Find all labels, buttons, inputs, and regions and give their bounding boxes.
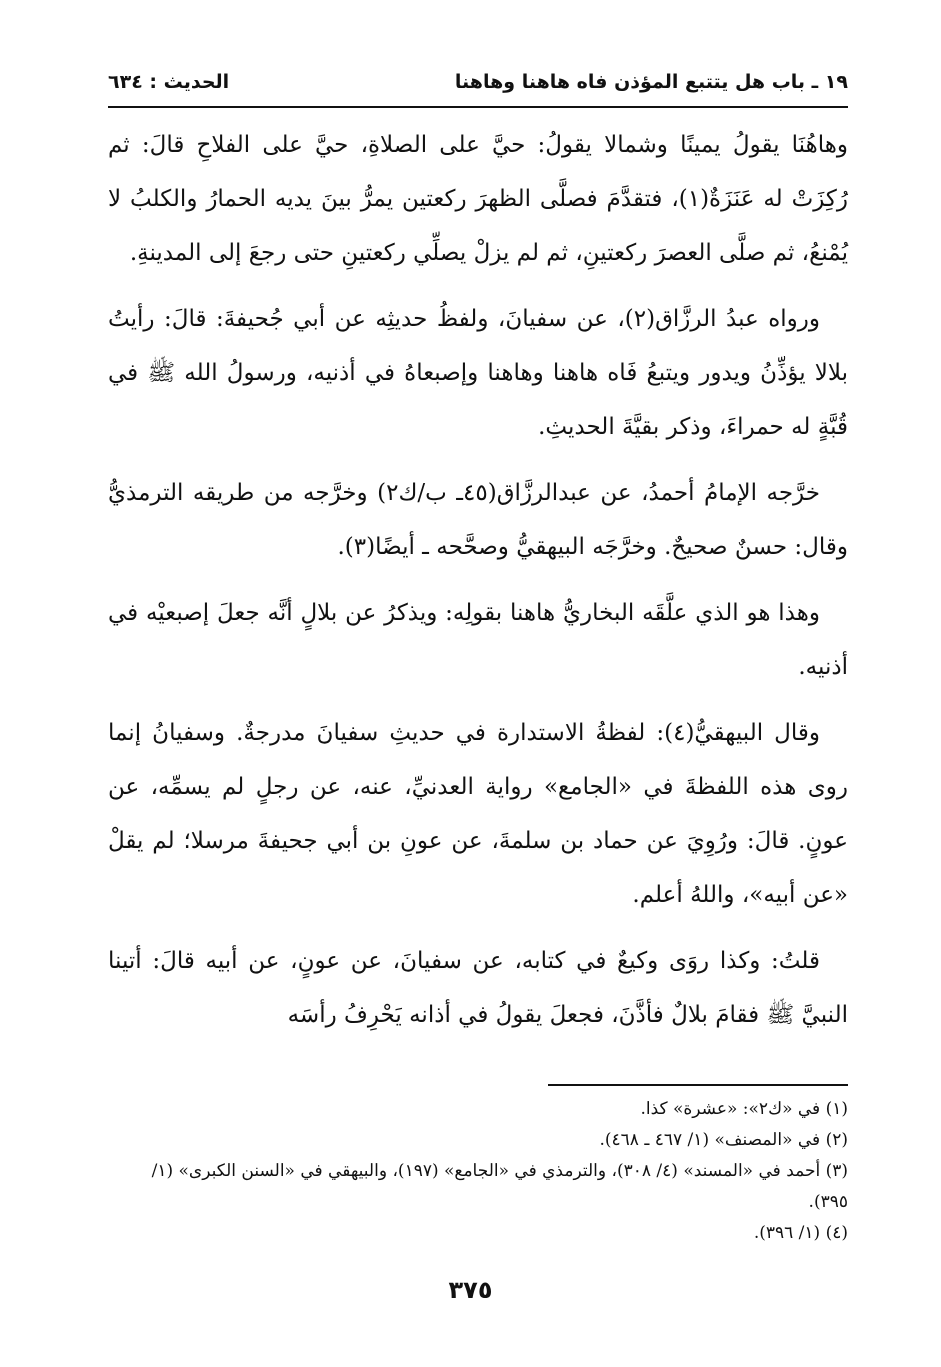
paragraph-4: وهذا هو الذي علَّقَه البخاريُّ هاهنا بقولِه: ويذكرُ عن بلالٍ أنَّه جعلَ إصبعيْه في أذنيه. [108,600,848,680]
paragraph-5: وقال البيهقيُّ(٤): لفظةُ الاستدارة في حديثِ سفيانَ مدرجةٌ. وسفيانُ إنما روى هذه اللفظةَ في «الجامع» رواية العدنيِّ، عنه، عن رجلٍ لم يسمِّه، عن عونٍ. قالَ: ورُوِيَ عن حماد بن سلمةَ، عن عونِ بن أبي جحيفةَ مرسلا؛ لم يقلْ «عن أبيه»، واللهُ أعلم. [108,720,848,908]
header-rule [108,106,848,108]
footnote-rule [548,1084,848,1086]
footnote-2: (٢) في «المصنف» (١/ ٤٦٧ ـ ٤٦٨). [599,1130,848,1150]
footnotes [108,1094,848,1249]
chapter-title: ١٩ ـ باب هل يتتبع المؤذن فاه هاهنا وهاهنا [454,71,848,93]
hadith-number: الحديث : ٦٣٤ [108,71,230,93]
paragraph-3: خرَّجه الإمامُ أحمدُ، عن عبدالرزَّاق(٤٥ـ ب/ك٢) وخرَّجه من طريقه الترمذيُّ وقال: حسنٌ صحيحٌ. وخرَّجَه البيهقيُّ وصحَّحه ـ أيضًا(٣). [108,480,848,560]
paragraph-6: قلتُ: وكذا روَى وكيعٌ في كتابه، عن سفيانَ، عن عونٍ، عن أبيه قالَ: أتينا النبيَّ ﷺ فقامَ بلالٌ فأذَّنَ، فجعلَ يقولُ في أذانه يَحْرِفُ رأسَه [108,948,848,1028]
footnote-4: (٤) (١/ ٣٩٦). [753,1223,848,1243]
paragraph-2: ورواه عبدُ الرزَّاق(٢)، عن سفيانَ، ولفظُ حديثِه عن أبي جُحيفةَ: قالَ: رأيتُ بلالا يؤذِّنُ ويدور ويتبعُ فَاه هاهنا وهاهنا وإصبعاهُ في أذنيه، ورسولُ الله ﷺ في قُبَّةٍ له حمراءَ، وذكر بقيَّةَ الحديثِ. [108,306,848,440]
paragraph-1: وهاهُنَا يقولُ يمينًا وشمالا يقولُ: حيَّ على الصلاةِ، حيَّ على الفلاحِ قالَ: ثم رُكِزَتْ له عَنَزَةٌ(١)، فتقدَّمَ فصلَّى الظهرَ ركعتين يمرُّ بينَ يديه الحمارُ والكلبُ لا يُمْنعُ، ثم صلَّى العصرَ ركعتينِ، ثم لم يزلْ يصلِّي ركعتينِ حتى رجعَ إلى المدينةِ. [108,132,848,266]
running-header [108,62,848,102]
footnote-3: (٣) أحمد في «المسند» (٤/ ٣٠٨)، والترمذي في «الجامع» (١٩٧)، والبيهقي في «السنن الكبرى» (١/ ٣٩٥). [151,1161,848,1212]
page-number: ٣٧٥ [448,1276,493,1304]
main-text [108,118,848,1054]
footnote-1: (١) في «ك٢»: «عشرة» كذا. [640,1099,848,1119]
